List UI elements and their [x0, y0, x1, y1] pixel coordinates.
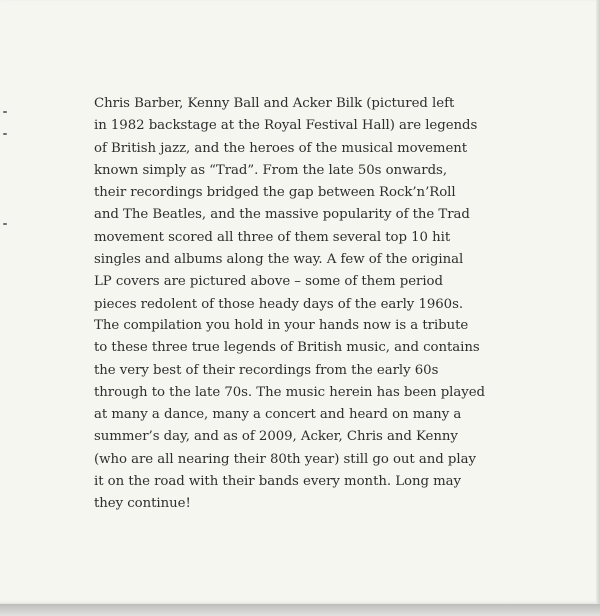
text-line: at many a dance, many a concert and heard on many a — [94, 407, 462, 423]
text-line: their recordings bridged the gap between Rock’n’Roll — [94, 185, 456, 201]
compilation-paragraph — [94, 315, 544, 516]
text-line: singles and albums along the way. A few of the original — [94, 252, 464, 268]
binding-mark — [3, 111, 7, 113]
text-line: and The Beatles, and the massive popularity of the Trad — [94, 207, 470, 223]
text-line: Chris Barber, Kenny Ball and Acker Bilk (pictured left — [94, 96, 455, 111]
binding-mark — [3, 223, 7, 225]
page-edge-shadow — [596, 0, 600, 604]
text-line: known simply as “Trad”. From the late 50s onwards, — [94, 162, 447, 178]
text-line: to these three true legends of British music, and contains — [94, 340, 480, 356]
text-line: pieces redolent of those heady days of the early 1960s. — [94, 296, 464, 312]
intro-paragraph — [94, 93, 544, 316]
text-line: it on the road with their bands every month. Long may — [94, 474, 462, 490]
text-line: movement scored all three of them several top 10 hit — [94, 229, 451, 245]
text-line: through to the late 70s. The music herein has been played — [94, 384, 485, 400]
text-line: summer’s day, and as of 2009, Acker, Chris and Kenny — [94, 429, 458, 445]
text-line: in 1982 backstage at the Royal Festival Hall) are legends — [94, 118, 478, 134]
text-line: the very best of their recordings from the early 60s — [94, 362, 439, 378]
text-line: The compilation you hold in your hands now is a tribute — [94, 318, 469, 333]
text-line: (who are all nearing their 80th year) still go out and play — [94, 451, 476, 467]
text-line: LP covers are pictured above – some of them period — [94, 274, 443, 290]
text-line: of British jazz, and the heroes of the musical movement — [94, 140, 468, 156]
page-bottom-edge — [0, 604, 600, 616]
text-line: they continue! — [94, 496, 191, 512]
binding-mark — [3, 133, 7, 135]
